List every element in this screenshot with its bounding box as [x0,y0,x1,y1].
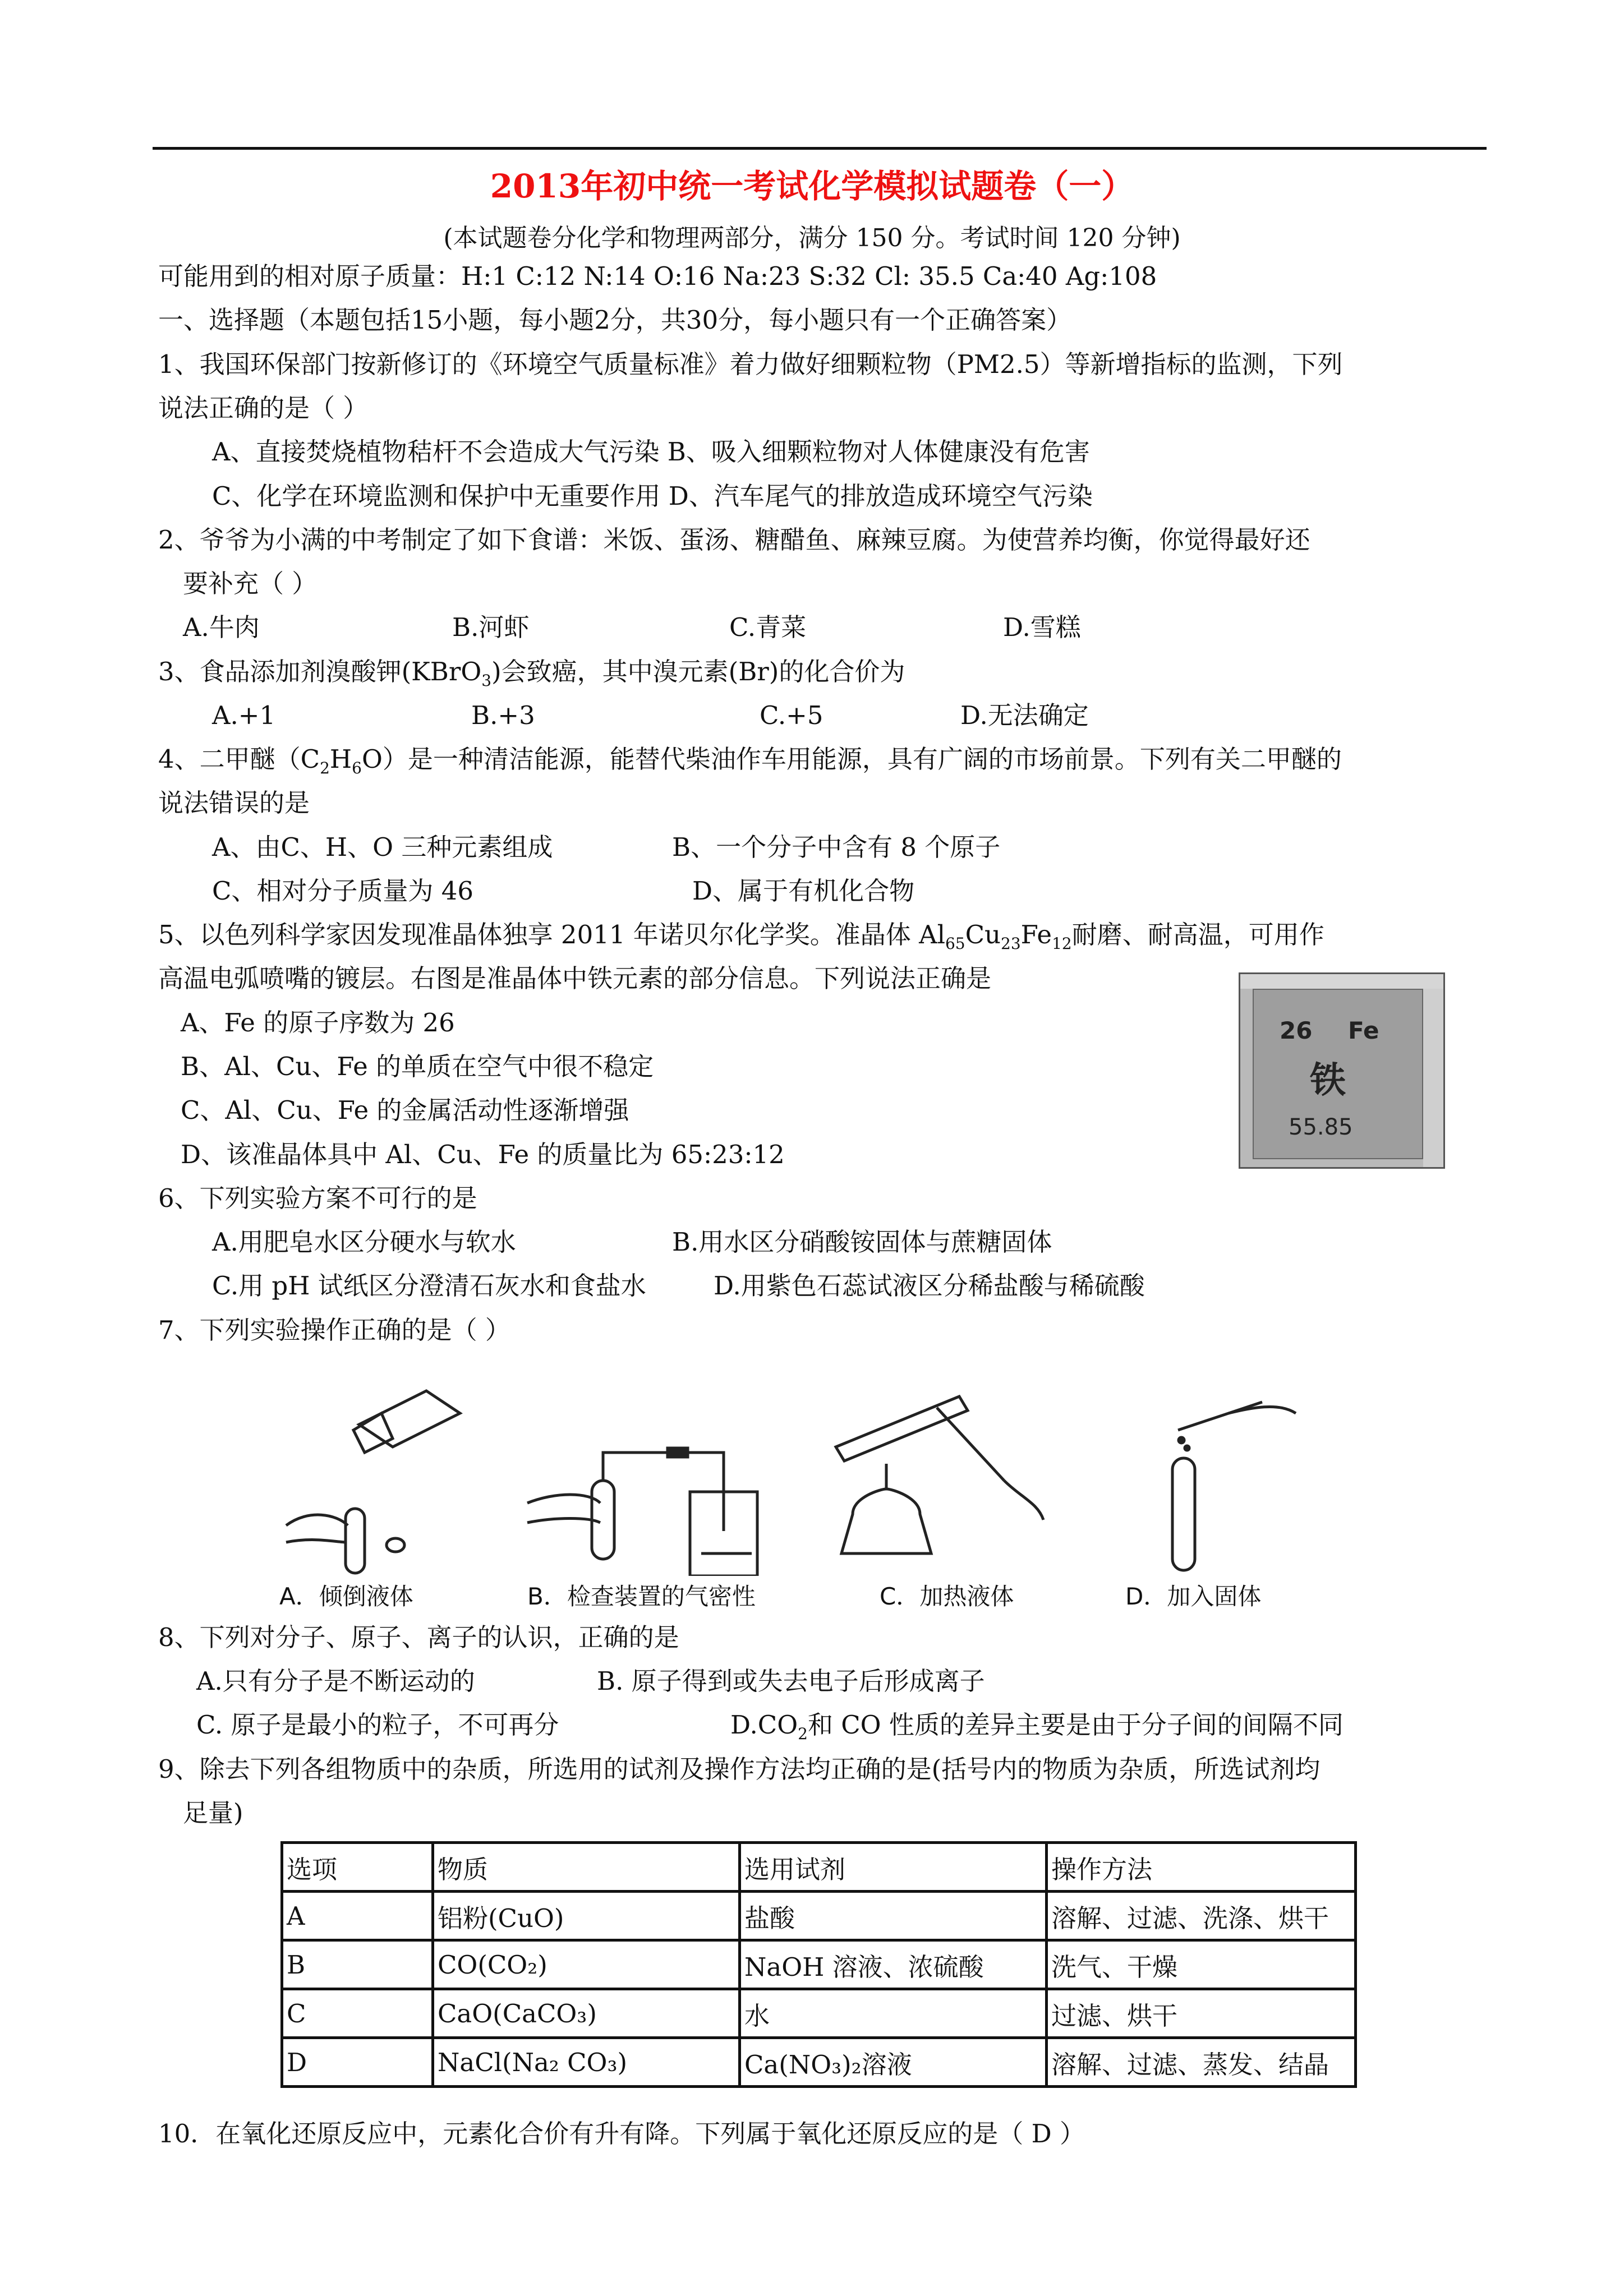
table-cell: 溶解、过滤、蒸发、结晶 [1047,2038,1356,2087]
q8-option-a: A.只有分子是不断运动的 [196,1666,475,1696]
q2-stem-line1: 2、爷爷为小满的中考制定了如下食谱：米饭、蛋汤、糖醋鱼、麻辣豆腐。为使营养均衡，你觉得最好还 [158,525,1310,555]
q3-option-a: A.+1 [212,700,276,730]
table-cell: 盐酸 [740,1892,1047,1940]
table-cell: 溶解、过滤、洗涤、烘干 [1047,1892,1356,1940]
lab-apparatus-figure [275,1374,1341,1576]
q8-option-d: $D.CO_2$和 CO 性质的差异主要是由于分子间的间隔不同 [730,1710,1344,1743]
table-header-row [282,1843,1356,1892]
iron-element-card [1239,972,1445,1169]
q5-option-c: C、Al、Cu、Fe 的金属活动性逐渐增强 [181,1095,629,1125]
q9-options-table [280,1841,1357,2088]
q3-option-c: C.+5 [760,700,823,730]
q1-stem-line1: 1、我国环保部门按新修订的《环境空气质量标准》着力做好细颗粒物（PM2.5）等新增指标的监测，下列 [158,349,1343,379]
q1-stem-line2: 说法正确的是（ ） [158,393,369,423]
table-cell: 水 [740,1989,1047,2038]
pouring-liquid-illustration [286,1391,460,1573]
q4-stem-line1: 4、二甲醚$(C_2H_6O)$是一种清洁能源，能替代柴油作车用能源，具有广阔的市场前景。下列有关二甲醚的 [158,744,1342,777]
table-header-cell: 选项 [282,1843,433,1892]
element-symbol: Fe [1348,1017,1379,1044]
table-cell: 过滤、烘干 [1047,1989,1356,2038]
q1-options-cd: C、化学在环境监测和保护中无重要作用 D、汽车尾气的排放造成环境空气污染 [212,481,1093,511]
q8-option-c: C. 原子是最小的粒子，不可再分 [196,1710,559,1740]
element-mass: 55.85 [1289,1114,1353,1140]
table-cell: 洗气、干燥 [1047,1940,1356,1989]
table-header-cell: 物质 [433,1843,740,1892]
q8-option-b: B. 原子得到或失去电子后形成离子 [597,1666,985,1696]
q4-option-b: B、一个分子中含有 8 个原子 [672,832,1001,862]
q7-caption-d: D．加入固体 [1125,1583,1262,1610]
element-name: 铁 [1310,1060,1346,1101]
q6-option-c: C.用 pH 试纸区分澄清石灰水和食盐水 [212,1271,646,1301]
q7-caption-b: B．检查装置的气密性 [527,1583,756,1610]
table-cell: CaO(CaCO₃) [433,1989,740,2038]
q9-stem-line1: 9、除去下列各组物质中的杂质，所选用的试剂及操作方法均正确的是(括号内的物质为杂质，所选试剂均 [158,1754,1321,1784]
atomic-masses: 可能用到的相对原子质量：H:1 C:12 N:14 O:16 Na:23 S:32 Cl: 35.5 Ca:40 Ag:108 [158,261,1157,291]
adding-solid-illustration [1172,1402,1296,1570]
table-cell: B [282,1940,433,1989]
q5-stem-line1: 5、以色列科学家因发现准晶体独享 2011 年诺贝尔化学奖。准晶体 $Al_{65}Cu_{23}Fe_{12}$耐磨、耐高温，可用作 [158,920,1324,953]
q3-option-d: D.无法确定 [960,700,1089,730]
q6-stem: 6、下列实验方案不可行的是 [158,1183,477,1213]
q3-option-b: B.+3 [471,700,535,730]
table-header-cell: 操作方法 [1047,1843,1356,1892]
table-cell: CO(CO₂) [433,1940,740,1989]
q10-stem: 10．在氧化还原反应中，元素化合价有升有降。下列属于氧化还原反应的是（ D ） [158,2119,1085,2149]
section-heading: 一、选择题（本题包括15小题，每小题2分，共30分，每小题只有一个正确答案） [158,305,1072,335]
q7-caption-c: C．加热液体 [880,1583,1014,1610]
q5-option-a: A、Fe 的原子序数为 26 [181,1008,455,1038]
header-rule [153,147,1487,150]
table-header-cell: 选用试剂 [740,1843,1047,1892]
q5-option-d: D、该准晶体具中 Al、Cu、Fe 的质量比为 65:23:12 [181,1140,785,1169]
page-title: 2013年初中统一考试化学模拟试题卷（一） [490,167,1134,205]
table-cell: Ca(NO₃)₂溶液 [740,2038,1047,2087]
table-cell: C [282,1989,433,2038]
q8-stem: 8、下列对分子、原子、离子的认识，正确的是 [158,1622,679,1652]
q4-stem-line2: 说法错误的是 [158,788,310,818]
q2-option-d: D.雪糕 [1003,612,1081,642]
table-row [282,1940,1356,1989]
q9-stem-line2: 足量) [183,1798,243,1828]
page-subtitle: (本试题卷分化学和物理两部分，满分 150 分。考试时间 120 分钟) [443,224,1181,252]
q5-option-b: B、Al、Cu、Fe 的单质在空气中很不稳定 [181,1052,654,1081]
q5-stem-line2: 高温电弧喷嘴的镀层。右图是准晶体中铁元素的部分信息。下列说法正确是 [158,963,992,993]
airtightness-check-illustration [527,1448,757,1576]
table-cell: A [282,1892,433,1940]
q7-caption-a: A．倾倒液体 [279,1583,413,1610]
q4-option-d: D、属于有机化合物 [692,876,915,906]
q4-option-a: A、由C、H、O 三种元素组成 [212,832,553,862]
element-number: 26 [1280,1017,1313,1044]
table-row [282,1989,1356,2038]
q2-option-c: C.青菜 [729,612,807,642]
q1-options-ab: A、直接焚烧植物秸杆不会造成大气污染 B、吸入细颗粒物对人体健康没有危害 [212,437,1090,467]
q6-option-d: D.用紫色石蕊试液区分稀盐酸与稀硫酸 [714,1271,1145,1301]
q3-stem: 3、食品添加剂溴酸钾(KBrO$_3$)会致癌，其中溴元素(Br)的化合价为 [158,657,905,690]
q6-option-b: B.用水区分硝酸铵固体与蔗糖固体 [672,1227,1052,1257]
q6-option-a: A.用肥皂水区分硬水与软水 [212,1227,516,1257]
table-cell: NaOH 溶液、浓硫酸 [740,1940,1047,1989]
heating-liquid-illustration [836,1396,1043,1553]
table-cell: D [282,2038,433,2087]
q2-option-b: B.河虾 [452,612,530,642]
table-row [282,1892,1356,1940]
q2-option-a: A.牛肉 [183,612,260,642]
table-row [282,2038,1356,2087]
q7-stem: 7、下列实验操作正确的是（ ） [158,1315,510,1345]
q4-option-c: C、相对分子质量为 46 [212,876,473,906]
table-cell: 铝粉(CuO) [433,1892,740,1940]
table-cell: NaCl(Na₂ CO₃) [433,2038,740,2087]
q2-stem-line2: 要补充（ ） [183,569,318,598]
